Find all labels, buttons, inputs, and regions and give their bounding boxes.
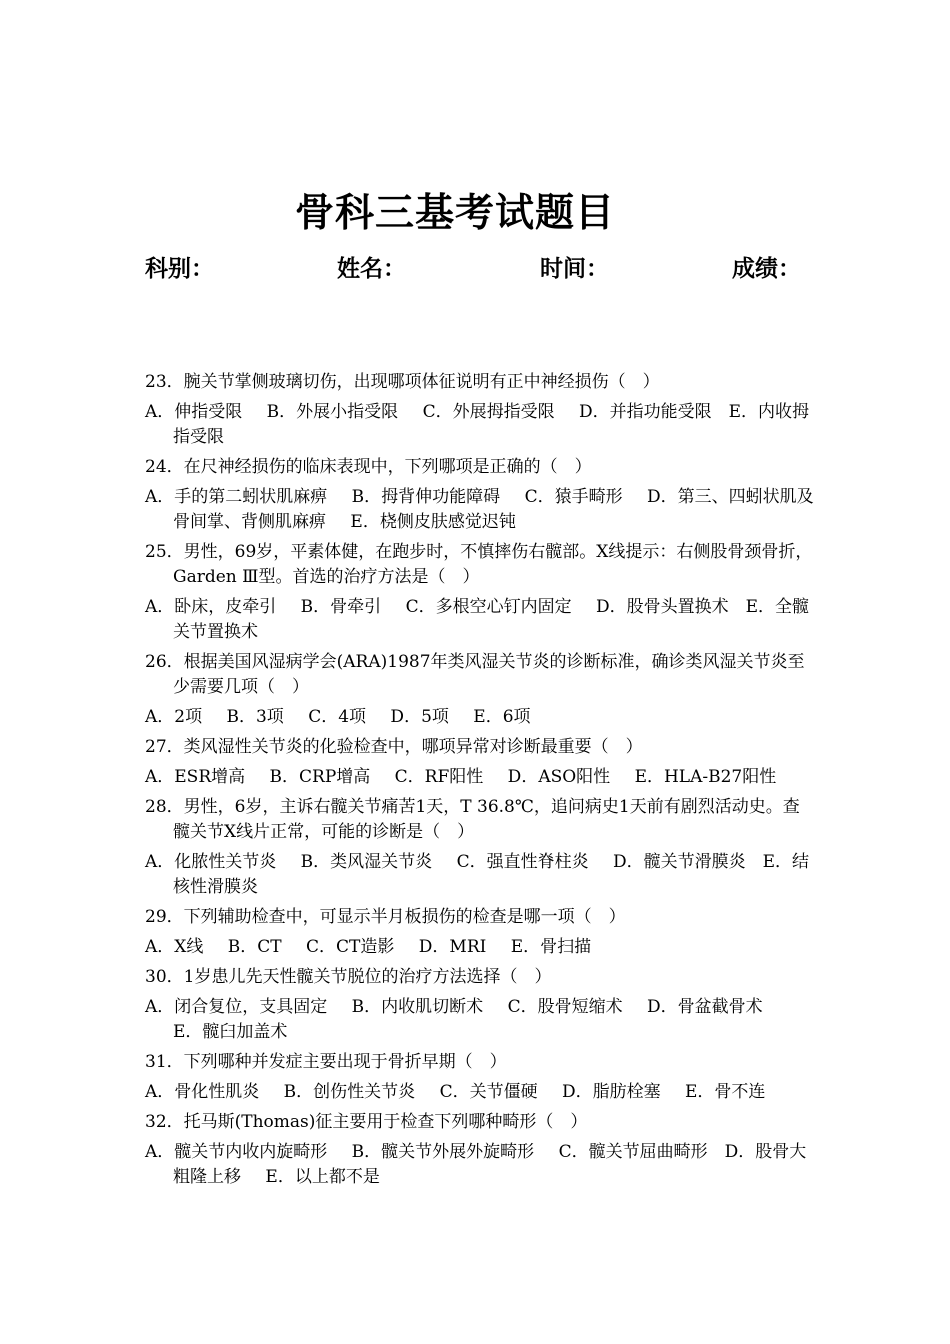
question-options: A．闭合复位，支具固定 B．内收肌切断术 C．股骨短缩术 D．骨盆截骨术 E．髋臼加盖术 — [145, 997, 788, 1042]
question-options: A．2项 B．3项 C．4项 D．5项 E．6项 — [145, 707, 531, 727]
question-item — [145, 370, 815, 450]
page-title: 骨科三基考试题目 — [294, 191, 615, 236]
question-options: A．骨化性肌炎 B．创伤性关节炎 C．关节僵硬 D．脂肪栓塞 E．骨不连 — [145, 1082, 766, 1102]
question-options: A．ESR增高 B．CRP增高 C．RF阳性 D．ASO阳性 E．HLA-B27阳性 — [145, 767, 777, 787]
dept-label: 科别： — [145, 256, 214, 282]
question-item — [145, 735, 815, 790]
question-options: A．卧床，皮牵引 B．骨牵引 C．多根空心钉内固定 D．股骨头置换术 E．全髋关节置换术 — [145, 597, 810, 642]
question-text: 32．托马斯(Thomas)征主要用于检查下列哪种畸形（ ） — [145, 1112, 588, 1132]
question-item — [145, 650, 815, 730]
question-options: A．化脓性关节炎 B．类风湿关节炎 C．强直性脊柱炎 D．髋关节滑膜炎 E．结核性滑膜炎 — [145, 852, 810, 897]
question-text: 30．1岁患儿先天性髋关节脱位的治疗方法选择（ ） — [145, 967, 552, 987]
name-label: 姓名： — [337, 256, 406, 282]
question-options: A．髋关节内收内旋畸形 B．髋关节外展外旋畸形 C．髋关节屈曲畸形 D．股骨大粗隆上移 E．以上都不是 — [145, 1142, 807, 1187]
question-text: 25．男性，69岁，平素体健，在跑步时，不慎摔伤右髋部。X线提示：右侧股骨颈骨折，Garden Ⅲ型。首选的治疗方法是（ ） — [145, 542, 813, 587]
question-item — [145, 1050, 815, 1105]
question-item — [145, 965, 815, 1045]
question-options: A．伸指受限 B．外展小指受限 C．外展拇指受限 D．并指功能受限 E．内收拇指受限 — [145, 402, 810, 447]
question-text: 23．腕关节掌侧玻璃切伤，出现哪项体征说明有正中神经损伤（ ） — [145, 372, 660, 392]
question-item — [145, 1110, 815, 1190]
question-item — [145, 905, 815, 960]
time-label: 时间： — [540, 256, 609, 282]
question-item — [145, 795, 815, 900]
question-text: 27．类风湿性关节炎的化验检查中，哪项异常对诊断最重要（ ） — [145, 737, 643, 757]
question-item — [145, 540, 815, 645]
question-text: 31．下列哪种并发症主要出现于骨折早期（ ） — [145, 1052, 507, 1072]
question-text: 28．男性，6岁，主诉右髋关节痛苦1天，T 36.8℃，追问病史1天前有剧烈活动史。查髋关节X线片正常，可能的诊断是（ ） — [145, 797, 800, 842]
score-label: 成绩： — [732, 256, 801, 282]
header-fields — [145, 250, 805, 284]
question-text: 29．下列辅助检查中，可显示半月板损伤的检查是哪一项（ ） — [145, 907, 626, 927]
question-list — [145, 370, 815, 1195]
question-text: 26．根据美国风湿病学会(ARA)1987年类风湿关节炎的诊断标准，确诊类风湿关节炎至少需要几项（ ） — [145, 652, 805, 697]
question-options: A．X线 B．CT C．CT造影 D．MRI E．骨扫描 — [145, 937, 592, 957]
question-options: A．手的第二蚓状肌麻痹 B．拇背伸功能障碍 C．猿手畸形 D．第三、四蚓状肌及骨间掌、背侧肌麻痹 E．桡侧皮肤感觉迟钝 — [145, 487, 814, 532]
question-item — [145, 455, 815, 535]
question-text: 24．在尺神经损伤的临床表现中，下列哪项是正确的（ ） — [145, 457, 592, 477]
